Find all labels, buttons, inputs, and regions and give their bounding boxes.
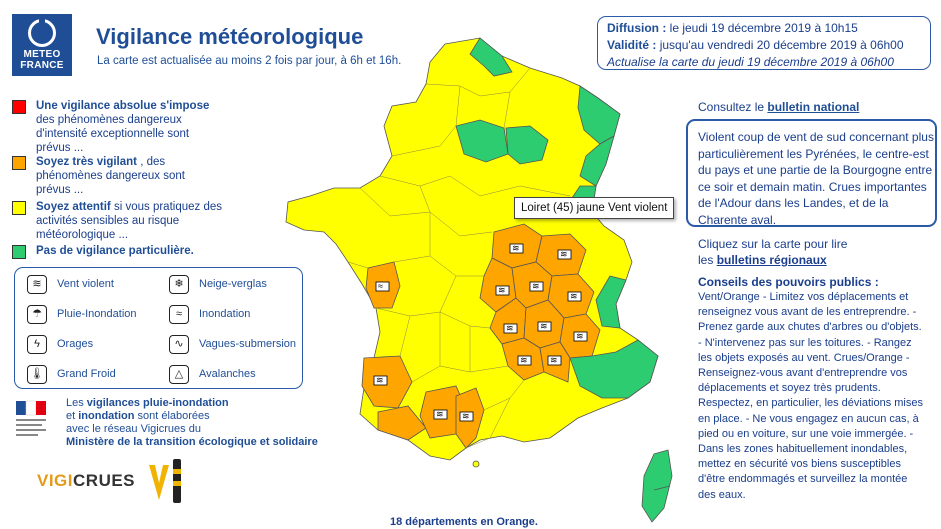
marianne-logo <box>15 399 47 441</box>
ministry-text-bold: vigilances pluie-inondation <box>86 397 229 409</box>
phenomenon-label: Vagues-submersion <box>199 338 297 350</box>
ministry-text: et <box>66 410 79 422</box>
validite-value: jusqu'au vendredi 20 décembre 2019 à 06h00 <box>659 38 904 52</box>
refresh-note: Actualise la carte du jeudi 19 décembre 2019 à 06h00 <box>607 55 894 69</box>
click-hint-text: les <box>698 253 717 267</box>
wave-submersion-icon: ∿ <box>169 335 189 354</box>
consult-text: Consultez le <box>698 100 768 114</box>
ministry-text-bold: inondation <box>78 410 135 422</box>
phenomenon-label: Pluie-Inondation <box>57 308 137 320</box>
advice-title: Conseils des pouvoirs publics : <box>698 275 879 289</box>
situation-description-box <box>686 119 937 227</box>
level-orange-text: , des phénomènes dangereux sont prévus ... <box>36 156 185 196</box>
click-hint-line1: Cliquez sur la carte pour lire <box>698 237 848 251</box>
svg-text:≋: ≋ <box>520 355 528 365</box>
level-green-title: Pas de vigilance particulière. <box>36 245 194 257</box>
rain-flood-icon: ☂ <box>27 305 47 324</box>
ministry-text-bold: Ministère de la transition écologique et solidaire <box>66 436 318 448</box>
legend-level-orange <box>12 155 198 197</box>
department-tooltip: Loiret (45) jaune Vent violent <box>514 197 674 219</box>
advice-text: Vent/Orange - Limitez vos déplacements et renseignez vous avant de les entreprendre. - Prenez garde aux chutes d'arbres ou d'objets. - N'intervenez pas sur les toitures. - Rangez les objets exposés au vent. Crues/Orange - Renseignez-vous avant d'entreprendre vos déplacements et soyez très prudents. Respectez, en particulier, les déviations mises en place. - Ne vous engagez en aucun cas, à pied ou en voiture, sur une voie immergée. - Dans les zones habituellement inondables, mettez en sécurité vos biens susceptibles d'être endommagés et surveillez la montée des eaux. <box>698 291 923 501</box>
vi-logo[interactable] <box>147 455 187 505</box>
svg-text:≋: ≋ <box>376 375 384 385</box>
legend-level-red <box>12 99 210 155</box>
ministry-text: Les <box>66 397 87 409</box>
avalanche-icon: △ <box>169 365 189 384</box>
validite-label: Validité : <box>607 38 657 52</box>
svg-text:≋: ≋ <box>550 355 558 365</box>
page-subtitle: La carte est actualisée au moins 2 fois par jour, à 6h et 16h. <box>97 55 402 67</box>
svg-text:≋: ≋ <box>540 321 548 331</box>
regional-bulletins-link[interactable]: bulletins régionaux <box>716 253 827 267</box>
legend-level-yellow <box>12 200 223 242</box>
flood-icon: ≈ <box>169 305 189 324</box>
green-square-icon <box>12 245 26 259</box>
ministry-text: avec le réseau Vigicrues du <box>66 423 201 435</box>
thunderstorm-icon: ϟ <box>27 335 47 354</box>
logo-text-line2: FRANCE <box>20 60 64 71</box>
svg-text:≋: ≋ <box>462 411 470 421</box>
level-yellow-title: Soyez attentif <box>36 201 111 213</box>
phenomenon-label: Avalanches <box>199 368 256 380</box>
ministry-text: sont élaborées <box>134 410 210 422</box>
svg-text:≋: ≋ <box>576 331 584 341</box>
meteo-france-logo[interactable] <box>12 14 72 76</box>
phenomenon-label: Vent violent <box>57 278 114 290</box>
logo-ring-icon <box>28 19 56 47</box>
svg-text:≋: ≋ <box>512 243 520 253</box>
level-red-title: Une vigilance absolue s'impose <box>36 100 210 112</box>
red-square-icon <box>12 100 26 114</box>
phenomenon-label: Neige-verglas <box>199 278 267 290</box>
svg-text:≋: ≋ <box>560 249 568 259</box>
wind-icon: ≋ <box>27 275 47 294</box>
national-bulletin-link[interactable]: bulletin national <box>767 100 860 114</box>
vigicrues-part1: VIGI <box>37 471 74 490</box>
legend-level-green <box>12 244 198 258</box>
yellow-square-icon <box>12 201 26 215</box>
phenomenon-label: Grand Froid <box>57 368 116 380</box>
diffusion-label: Diffusion : <box>607 21 667 35</box>
svg-text:≋: ≋ <box>436 409 444 419</box>
vigicrues-part2: CRUES <box>73 471 136 490</box>
map-zone-corsica[interactable] <box>642 450 672 522</box>
snow-ice-icon: ❄ <box>169 275 189 294</box>
regional-bulletins-hint <box>698 236 847 268</box>
phenomenon-label: Orages <box>57 338 94 350</box>
orange-square-icon <box>12 156 26 170</box>
svg-text:≋: ≋ <box>498 285 506 295</box>
consult-national <box>698 100 859 114</box>
svg-text:≈: ≈ <box>378 281 383 291</box>
svg-text:≋: ≋ <box>506 323 514 333</box>
phenomenon-label: Inondation <box>199 308 251 320</box>
andorra-marker <box>473 461 479 467</box>
diffusion-value: le jeudi 19 décembre 2019 à 10h15 <box>669 21 858 35</box>
logo-text-line1: METEO <box>23 49 61 60</box>
france-vigilance-map[interactable] <box>280 36 690 526</box>
page-title: Vigilance météorologique <box>96 24 364 49</box>
orange-count-footer: 18 départements en Orange. <box>390 516 538 528</box>
level-orange-title: Soyez très vigilant <box>36 156 137 168</box>
svg-text:≋: ≋ <box>532 281 540 291</box>
level-red-text: des phénomènes dangereux d'intensité exceptionnelle sont prévus ... <box>36 114 190 154</box>
phenomena-legend-box <box>14 267 303 389</box>
thermometer-icon: 🌡 <box>27 365 47 384</box>
vigicrues-logo[interactable] <box>37 471 135 491</box>
situation-description: Violent coup de vent de sud concernant plus particulièrement les Pyrénées, le centre-est du pays et une partie de la Bourgogne entre ce soir et demain matin. Crues importantes de l'Adour dans les Landes, et de la Charente aval. <box>698 130 934 227</box>
svg-text:≋: ≋ <box>570 291 578 301</box>
level-yellow-text: si vous pratiquez des activités sensibles au risque météorologique ... <box>36 201 223 241</box>
